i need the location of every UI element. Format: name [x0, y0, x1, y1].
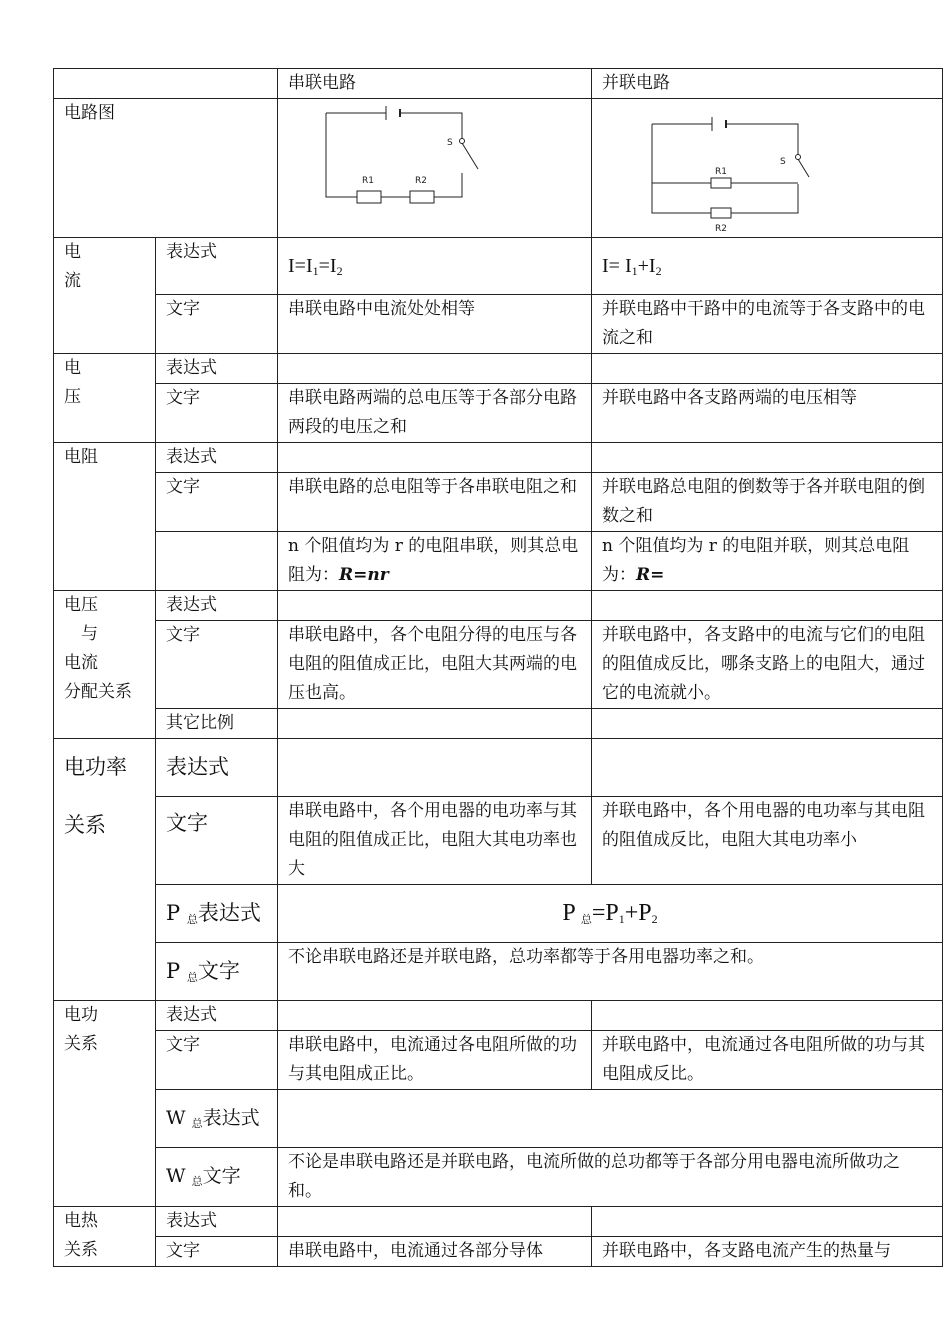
comparison-table: [53, 68, 943, 1267]
power-expression-row: [54, 739, 943, 797]
distribution-parallel-other: [592, 709, 943, 739]
resistance-text-row: [54, 473, 943, 532]
resistance-series-text: 串联电路的总电阻等于各串联电阻之和: [278, 473, 592, 532]
work-total-expression-row: [54, 1090, 943, 1148]
distribution-expression-label: 表达式: [156, 591, 278, 621]
distribution-other-label: 其它比例: [156, 709, 278, 739]
work-series-text: 串联电路中，电流通过各电阻所做的功与其电阻成正比。: [278, 1031, 592, 1090]
current-parallel-formula: $I= I_1+I_2$: [592, 238, 943, 295]
work-total-expression-label: W 总表达式: [156, 1090, 278, 1148]
heat-expression-label: 表达式: [156, 1207, 278, 1237]
distribution-other-row: [54, 709, 943, 739]
current-expression-row: [54, 238, 943, 295]
parallel-r1-label: R1: [715, 167, 727, 177]
work-section-label: 电功 关系: [54, 1001, 156, 1207]
series-r1-label: R1: [362, 176, 374, 186]
work-expression-row: [54, 1001, 943, 1031]
distribution-parallel-expression: [592, 591, 943, 621]
voltage-expression-label: 表达式: [156, 354, 278, 384]
heat-expression-row: [54, 1207, 943, 1237]
power-section-label: 电功率 关系: [54, 739, 156, 1001]
heat-text-row: [54, 1237, 943, 1267]
resistance-parallel-expression: [592, 443, 943, 473]
header-series: 串联电路: [278, 69, 592, 99]
work-expression-label: 表达式: [156, 1001, 278, 1031]
work-total-expression: [278, 1090, 943, 1148]
power-parallel-text: 并联电路中，各个用电器的电功率与其电阻的阻值成反比，电阻大其电功率小: [592, 797, 943, 885]
distribution-series-expression: [278, 591, 592, 621]
heat-parallel-expression: [592, 1207, 943, 1237]
heat-section-label: 电热 关系: [54, 1207, 156, 1267]
series-n-formula: R=nr: [339, 565, 389, 585]
power-total-text-label: P 总文字: [156, 943, 278, 1001]
voltage-parallel-expression: [592, 354, 943, 384]
resistance-parallel-n: n 个阻值均为 r 的电阻并联，则其总电阻为：R=: [592, 532, 943, 591]
power-text-row: [54, 797, 943, 885]
work-total-text-label: W 总文字: [156, 1148, 278, 1207]
distribution-parallel-text: 并联电路中，各支路中的电流与它们的电阻的阻值成反比，哪条支路上的电阻大，通过它的电流就小。: [592, 621, 943, 709]
work-parallel-expression: [592, 1001, 943, 1031]
resistance-series-n: n 个阻值均为 r 的电阻串联，则其总电阻为：R=nr: [278, 532, 592, 591]
work-text-label: 文字: [156, 1031, 278, 1090]
voltage-series-expression: [278, 354, 592, 384]
work-text-row: [54, 1031, 943, 1090]
voltage-series-text: 串联电路两端的总电压等于各部分电路两段的电压之和: [278, 384, 592, 443]
series-r2-label: R2: [415, 176, 427, 186]
current-text-label: 文字: [156, 295, 278, 354]
power-total-text-row: [54, 943, 943, 1001]
resistance-text-label: 文字: [156, 473, 278, 532]
distribution-series-text: 串联电路中，各个电阻分得的电压与各电阻的阻值成正比，电阻大其两端的电压也高。: [278, 621, 592, 709]
distribution-expression-row: [54, 591, 943, 621]
voltage-expression-row: [54, 354, 943, 384]
power-parallel-expression: [592, 739, 943, 797]
power-series-expression: [278, 739, 592, 797]
voltage-text-label: 文字: [156, 384, 278, 443]
work-total-text-row: [54, 1148, 943, 1207]
series-circuit-cell: [278, 99, 592, 238]
heat-series-expression: [278, 1207, 592, 1237]
distribution-section-label: 电压 与 电流 分配关系: [54, 591, 156, 739]
voltage-parallel-text: 并联电路中各支路两端的电压相等: [592, 384, 943, 443]
power-text-label: 文字: [156, 797, 278, 885]
distribution-text-row: [54, 621, 943, 709]
current-expression-label: 表达式: [156, 238, 278, 295]
header-empty-cell: [54, 69, 278, 99]
parallel-circuit-diagram: [627, 107, 827, 234]
heat-text-label: 文字: [156, 1237, 278, 1267]
work-total-text: 不论是串联电路还是并联电路，电流所做的总功都等于各部分用电器电流所做功之和。: [278, 1148, 943, 1207]
power-expression-label: 表达式: [156, 739, 278, 797]
header-row: [54, 69, 943, 99]
resistance-expression-label: 表达式: [156, 443, 278, 473]
power-total-text: 不论串联电路还是并联电路，总功率都等于各用电器功率之和。: [278, 943, 943, 1001]
current-text-row: [54, 295, 943, 354]
resistance-section-label: 电阻: [54, 443, 156, 591]
circuit-diagram-row: [54, 99, 943, 238]
parallel-circuit-cell: [592, 99, 943, 238]
voltage-text-row: [54, 384, 943, 443]
parallel-r2-label: R2: [715, 224, 727, 234]
parallel-switch-label: S: [780, 157, 786, 167]
distribution-text-label: 文字: [156, 621, 278, 709]
current-section-label: 电 流: [54, 238, 156, 354]
series-switch-label: S: [447, 138, 453, 148]
circuit-diagram-label: 电路图: [54, 99, 278, 238]
work-series-expression: [278, 1001, 592, 1031]
resistance-series-expression: [278, 443, 592, 473]
resistance-expression-row: [54, 443, 943, 473]
resistance-parallel-text: 并联电路总电阻的倒数等于各并联电阻的倒数之和: [592, 473, 943, 532]
power-total-expression-row: [54, 885, 943, 943]
distribution-series-other: [278, 709, 592, 739]
current-parallel-text: 并联电路中干路中的电流等于各支路中的电流之和: [592, 295, 943, 354]
heat-series-text: 串联电路中，电流通过各部分导体: [278, 1237, 592, 1267]
header-parallel: 并联电路: [592, 69, 943, 99]
power-total-expression-label: P 总表达式: [156, 885, 278, 943]
resistance-n-label-empty: [156, 532, 278, 591]
current-series-formula: $I=I_1=I_2$: [278, 238, 592, 295]
voltage-section-label: 电 压: [54, 354, 156, 443]
heat-parallel-text: 并联电路中，各支路电流产生的热量与: [592, 1237, 943, 1267]
resistance-n-row: [54, 532, 943, 591]
parallel-n-formula: R=: [636, 565, 665, 585]
power-total-formula: P 总$=P_1+P_2$: [278, 885, 943, 943]
power-series-text: 串联电路中，各个用电器的电功率与其电阻的阻值成正比，电阻大其电功率也大: [278, 797, 592, 885]
work-parallel-text: 并联电路中，电流通过各电阻所做的功与其电阻成反比。: [592, 1031, 943, 1090]
series-circuit-diagram: [302, 105, 482, 215]
current-series-text: 串联电路中电流处处相等: [278, 295, 592, 354]
